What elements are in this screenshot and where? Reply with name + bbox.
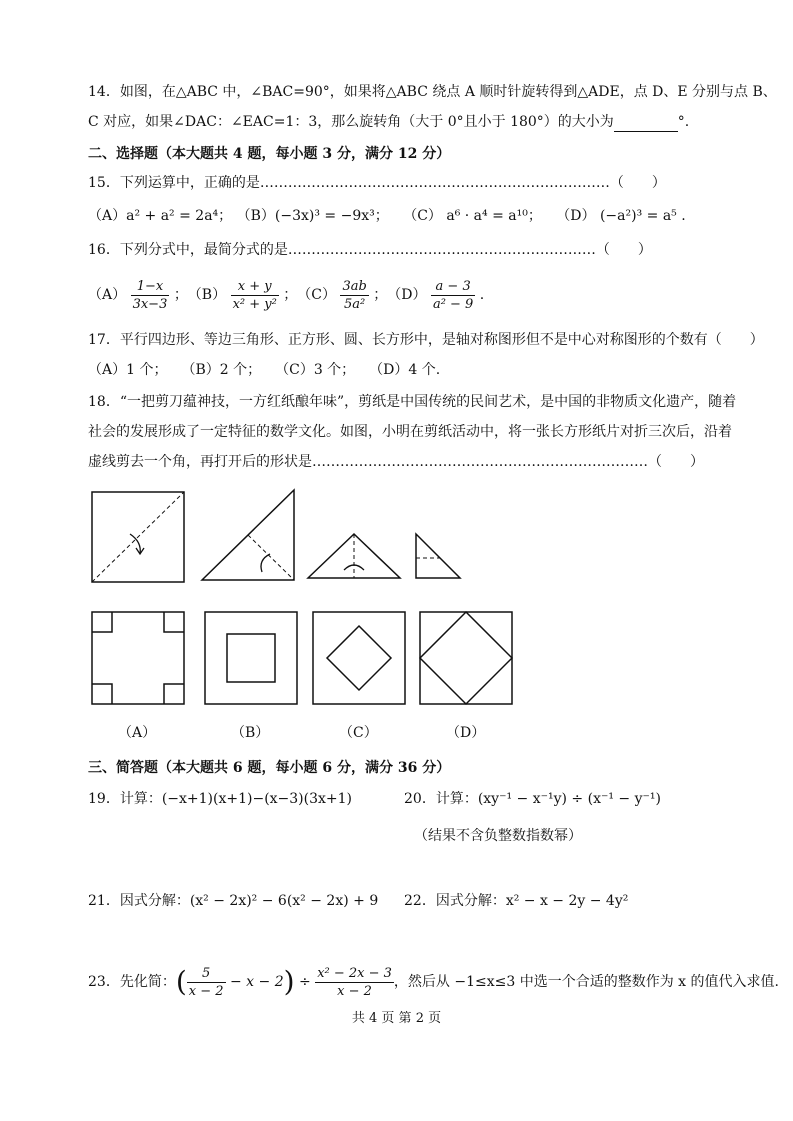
q16-c-num: 3ab xyxy=(342,278,367,294)
q16-b-label: ； （B） xyxy=(173,287,227,303)
q16-a-num: 1−x xyxy=(131,278,170,296)
q18-line2: 社会的发展形成了一定特征的数学文化。如图，小明在剪纸活动中，将一张长方形纸片对折三次后，沿着 xyxy=(88,424,732,440)
fold-step-4-triangle xyxy=(412,530,464,582)
fold-step-2-triangle xyxy=(200,488,296,584)
q23-label: 23．先化简： xyxy=(88,974,176,990)
option-b-label: （B） xyxy=(231,725,270,741)
q14-line2 xyxy=(88,112,689,132)
q14-line1: 14．如图，在△ABC 中，∠BAC=90°，如果将△ABC 绕点 A 顺时针旋转得到△ADE，点 D、E 分别与点 B、 xyxy=(88,84,777,100)
q21: 21．因式分解：(x² − 2x)² − 6(x² − 2x) + 9 xyxy=(88,893,379,909)
q16-c-fraction xyxy=(340,278,368,313)
q23-div: ÷ xyxy=(299,974,311,990)
q22: 22．因式分解：x² − x − 2y − 4y² xyxy=(404,893,629,909)
q16-options xyxy=(88,276,484,314)
q16-d-den: a² − 9 xyxy=(432,296,474,312)
q23-tail: ，然后从 −1≤x≤3 中选一个合适的整数作为 x 的值代入求值. xyxy=(393,974,779,990)
q14-line2-end: °. xyxy=(677,114,690,130)
q16-d-label: ； （D） xyxy=(373,287,427,303)
q14-line2-text: C 对应，如果∠DAC：∠EAC=1：3，那么旋转角（大于 0°且小于 180°）的大小为 xyxy=(88,114,614,130)
option-d-shape xyxy=(418,610,514,706)
q16-c-den: 5a² xyxy=(344,296,366,312)
q23-fraction-1 xyxy=(187,965,226,1000)
q17-options: （A）1 个； （B）2 个； （C）3 个； （D）4 个. xyxy=(88,362,441,378)
q16-b-fraction xyxy=(231,278,279,313)
q16-b-num: x + y xyxy=(231,278,279,296)
q20: 20．计算：(xy⁻¹ − x⁻¹y) ÷ (x⁻¹ − y⁻¹) xyxy=(404,791,661,807)
q23-frac1-den: x − 2 xyxy=(188,983,224,999)
answer-blank xyxy=(614,117,678,132)
q15-option-c: （C） a⁶ · a⁴ = a¹⁰； xyxy=(403,208,542,224)
option-d-label: （D） xyxy=(446,725,486,741)
q15-option-d: （D） (−a²)³ = a⁵ . xyxy=(556,208,686,224)
right-paren: ) xyxy=(283,965,295,998)
option-b-shape xyxy=(203,610,299,706)
q18-line1: 18．“一把剪刀蕴神技，一方红纸酿年味”，剪纸是中国传统的民间艺术，是中国的非物质文化遗产，随着 xyxy=(88,394,737,410)
left-paren: ( xyxy=(175,965,187,998)
q15-options xyxy=(88,206,686,226)
q16-a-label: （A） xyxy=(88,287,127,303)
q16-end: . xyxy=(479,287,485,303)
q15-option-b: （B）(−3x)³ = −9x³； xyxy=(236,208,389,224)
q16-a-den: 3x−3 xyxy=(132,296,168,312)
section-2-heading: 二、选择题（本大题共 4 题，每小题 3 分，满分 12 分） xyxy=(88,146,451,162)
option-c-shape xyxy=(311,610,407,706)
q16-a-fraction xyxy=(131,278,170,313)
fold-step-3-triangle xyxy=(306,530,402,582)
option-c-label: （C） xyxy=(339,725,378,741)
q23-frac2-num: x² − 2x − 3 xyxy=(317,965,392,981)
q16-d-fraction xyxy=(431,278,475,313)
q23-frac2-den: x − 2 xyxy=(337,983,372,999)
q15-stem: 15．下列运算中，正确的是…………………………………………………………………（ ） xyxy=(88,175,666,191)
page-footer: 共 4 页 第 2 页 xyxy=(351,1011,442,1026)
q16-stem: 16．下列分式中，最简分式的是…………………………………………………………（ ） xyxy=(88,242,652,258)
q16-c-label: ； （C） xyxy=(283,287,336,303)
q16-d-num: a − 3 xyxy=(431,278,475,296)
q23-frac1-num: 5 xyxy=(187,965,226,983)
option-a-shape xyxy=(90,610,186,706)
section-3-heading: 三、简答题（本大题共 6 题，每小题 6 分，满分 36 分） xyxy=(88,760,451,776)
fold-step-1-square xyxy=(90,490,186,586)
q23 xyxy=(88,962,779,1002)
q23-mid: − x − 2 xyxy=(229,974,284,990)
q18-line3: 虚线剪去一个角，再打开后的形状是………………………………………………………………（ ） xyxy=(88,454,704,470)
q19: 19．计算：(−x+1)(x+1)−(x−3)(3x+1) xyxy=(88,791,353,807)
q20-note: （结果不含负整数指数幂） xyxy=(414,828,582,844)
q17-stem: 17．平行四边形、等边三角形、正方形、圆、长方形中，是轴对称图形但不是中心对称图形的个数有（ ） xyxy=(88,332,764,348)
q16-b-den: x² + y² xyxy=(232,296,277,312)
q15-option-a: （A）a² + a² = 2a⁴； xyxy=(88,208,233,224)
option-a-label: （A） xyxy=(118,725,157,741)
q23-fraction-2 xyxy=(315,965,394,1000)
